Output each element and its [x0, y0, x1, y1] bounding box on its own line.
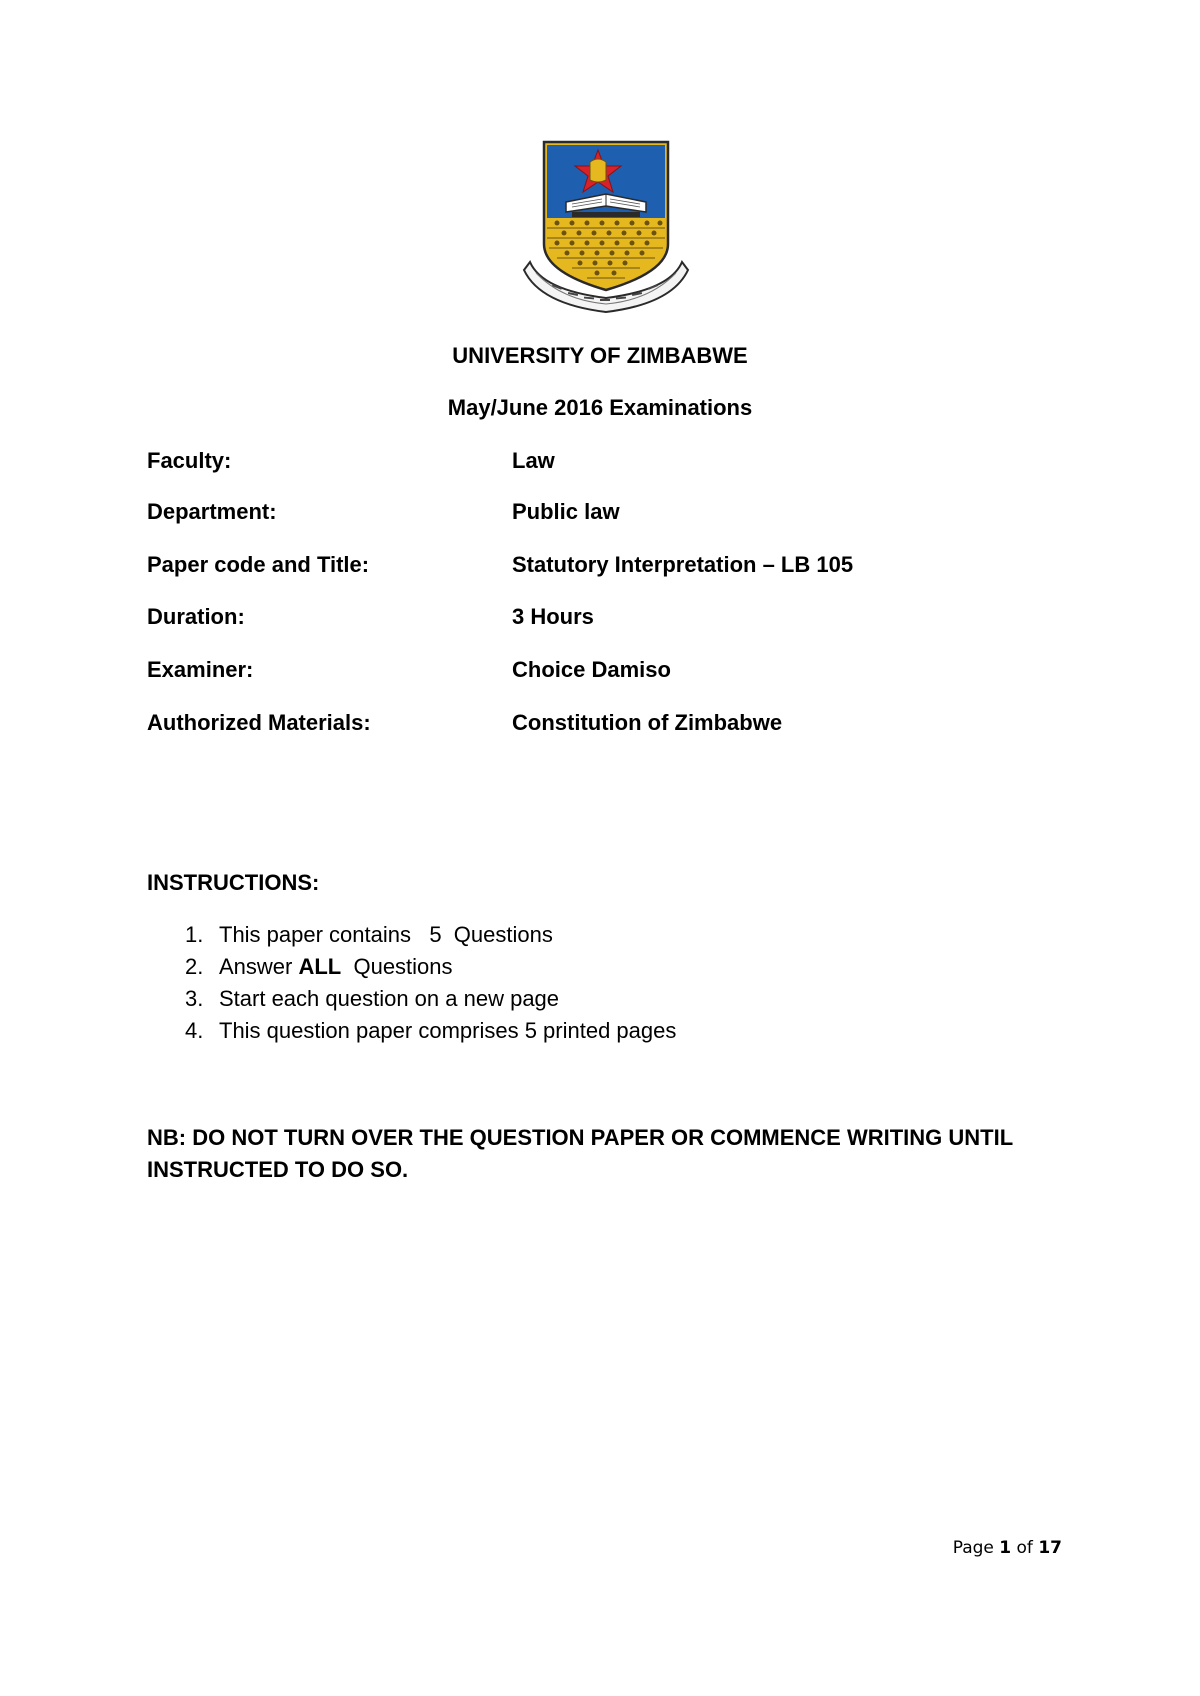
detail-value: Statutory Interpretation – LB 105: [512, 552, 854, 577]
instruction-number: 2.: [185, 954, 204, 979]
detail-value: 3 Hours: [512, 604, 594, 629]
detail-row-examiner: [147, 657, 1047, 683]
total-pages: 17: [1038, 1538, 1062, 1558]
instruction-text-part: Answer: [219, 954, 299, 979]
detail-label: Duration:: [147, 604, 245, 629]
of-word: of: [1016, 1538, 1033, 1558]
instruction-item: [147, 922, 1047, 948]
detail-row-authorized-materials: [147, 710, 1047, 736]
detail-label: Faculty:: [147, 448, 232, 473]
detail-row-paper-code: [147, 552, 1047, 578]
instruction-number: 1.: [185, 922, 204, 947]
instruction-text: This paper contains 5 Questions: [219, 922, 553, 947]
detail-value: Choice Damiso: [512, 657, 671, 682]
detail-row-department: [147, 499, 1047, 525]
detail-label: Examiner:: [147, 657, 254, 682]
instruction-item: [147, 1018, 1047, 1044]
detail-value: Public law: [512, 499, 620, 524]
university-name: UNIVERSITY OF ZIMBABWE: [452, 343, 748, 368]
instruction-text: This question paper comprises 5 printed pages: [219, 1018, 677, 1043]
detail-label: Paper code and Title:: [147, 552, 370, 577]
detail-label: Authorized Materials:: [147, 710, 371, 735]
instruction-text: [219, 954, 453, 980]
instruction-item: [147, 954, 1047, 980]
instruction-text: Start each question on a new page: [219, 986, 560, 1011]
exam-session: May/June 2016 Examinations: [447, 395, 753, 420]
detail-value: Constitution of Zimbabwe: [512, 710, 783, 735]
page-word: Page: [952, 1538, 994, 1558]
current-page: 1: [999, 1538, 1012, 1558]
page-number: [953, 1537, 1062, 1559]
instruction-number: 4.: [185, 1018, 204, 1043]
detail-row-faculty: [147, 448, 1047, 474]
detail-row-duration: [147, 604, 1047, 630]
instructions-heading: INSTRUCTIONS:: [147, 870, 320, 895]
instruction-number: 3.: [185, 986, 204, 1011]
notice-text: NB: DO NOT TURN OVER THE QUESTION PAPER OR COMMENCE WRITING UNTIL INSTRUCTED TO DO SO.: [147, 1125, 1013, 1182]
instruction-emphasis: ALL: [298, 954, 342, 979]
instruction-item: [147, 986, 1047, 1012]
university-crest-logo: [522, 140, 690, 315]
instruction-text-part: Questions: [341, 954, 453, 979]
detail-label: Department:: [147, 499, 277, 524]
detail-value: Law: [512, 448, 555, 473]
